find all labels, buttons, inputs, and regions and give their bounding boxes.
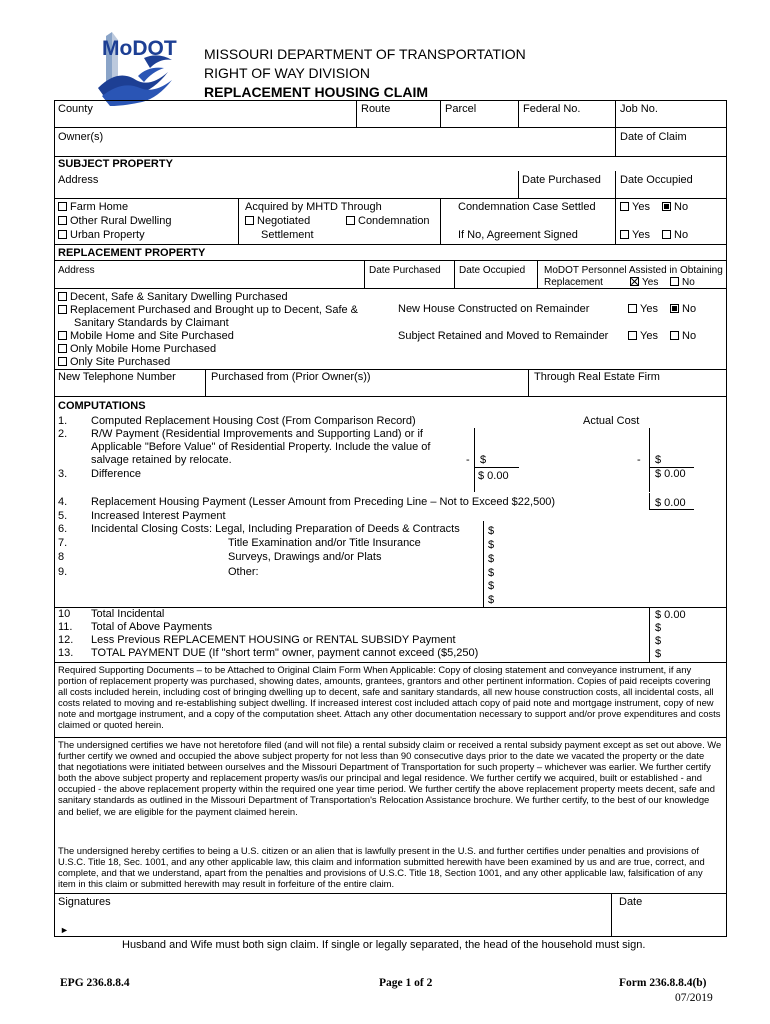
no-label: No xyxy=(682,277,695,288)
computation-line-text: Applicable "Before Value" of Residential Property. Include the value of xyxy=(91,441,431,453)
actual-line2-dollar: $ xyxy=(655,454,662,466)
opt-site-only-checkbox[interactable] xyxy=(58,356,170,369)
opt-decent-checkbox[interactable] xyxy=(58,291,288,304)
agreement-yes[interactable] xyxy=(620,229,650,242)
replacement-heading: REPLACEMENT PROPERTY xyxy=(58,247,206,259)
line11-dollar: $ xyxy=(655,622,662,634)
replacement-date-occupied: Date Occupied xyxy=(459,265,526,276)
header-line1: MISSOURI DEPARTMENT OF TRANSPORTATION xyxy=(204,46,526,62)
computation-line-number: 9. xyxy=(58,566,68,578)
footer-page: Page 1 of 2 xyxy=(379,977,433,989)
county-label: County xyxy=(58,103,93,115)
line6-dollar: $ xyxy=(488,525,495,537)
urban-checkbox[interactable] xyxy=(58,229,145,242)
citizenship-text: The undersigned hereby certifies to being a U.S. citizen or an alien that is lawfully present in the U.S. and further certifies under penalties and provisions of U.S.C. Title 18, Sec. 1001, and any other applicable law, this claim and information submitted herewith have been examined by us and are true, correct, and complete, and that we understand, apart from the penalties and provisions of U.S.C. Title 18, Section 1001, and any other applicable law, falsification of any item in this claim or submitted herewith may result in forfeiture of the entire claim. xyxy=(58,845,705,890)
computation-line-number: 6. xyxy=(58,523,68,535)
supporting-documents-text: Required Supporting Documents – to be Attached to Original Claim Form When Applicable: Copy of closing statement and conveyance instrument, if any portion of replacement property was purchased, showing dates, amounts, grantees, grantors and other pertinent information. Copies of paid receipts covering all costs included herein, including cost of bringing dwelling up to decent, safe and sanitary standards, all new house construction costs, all incidental costs, all costs related to moving and re-establishing subject dwelling. If increased interest cost included attach copy of paid note and mortgage instrument, copy of new note and mortgage instrument, and a copy of the computation sheet. Attach any other documentation necessary to support and/or prove expenditures and costs claimed or quoted herein. xyxy=(58,664,721,731)
computation-line-text: Total Incidental xyxy=(91,608,165,620)
sign-note: Husband and Wife must both sign claim. If single or legally separated, the head of the household must sign. xyxy=(122,939,646,951)
new-house-no[interactable] xyxy=(670,303,696,316)
line13-dollar: $ xyxy=(655,648,662,660)
signature-arrow-icon: ► xyxy=(60,925,69,935)
signature-field[interactable] xyxy=(70,905,608,935)
line10-value: $ 0.00 xyxy=(655,609,686,621)
computation-line-text: R/W Payment (Residential Improvements and Supporting Land) or if xyxy=(91,428,423,440)
replacement-date-purchased: Date Purchased xyxy=(369,265,441,276)
date-field[interactable] xyxy=(614,910,724,935)
opt-mobile-site-label: Mobile Home and Site Purchased xyxy=(70,330,234,342)
computation-line-number: 3. xyxy=(58,468,68,480)
new-house-yes[interactable] xyxy=(628,303,658,316)
line8-dollar: $ xyxy=(488,553,495,565)
subject-heading: SUBJECT PROPERTY xyxy=(58,158,173,170)
yes-label: Yes xyxy=(640,330,658,342)
route-label: Route xyxy=(361,103,391,115)
line9-dollar-c: $ xyxy=(488,594,495,606)
new-phone-label: New Telephone Number xyxy=(58,371,176,383)
opt-brought-up-label-2: Sanitary Standards by Claimant xyxy=(74,317,229,329)
other-rural-label: Other Rural Dwelling xyxy=(70,215,172,227)
computation-line-text: Computed Replacement Housing Cost (From Comparison Record) xyxy=(91,415,416,427)
no-label: No xyxy=(674,201,689,213)
negotiated-label: Negotiated xyxy=(257,215,311,227)
header-line2: RIGHT OF WAY DIVISION xyxy=(204,65,370,81)
replacement-address-label: Address xyxy=(58,265,95,276)
condemnation-checkbox[interactable] xyxy=(346,215,430,228)
footer-epg: EPG 236.8.8.4 xyxy=(60,977,130,989)
yes-label: Yes xyxy=(640,303,658,315)
line4-value: $ 0.00 xyxy=(655,497,686,509)
assisted-label-2: Replacement xyxy=(544,277,603,288)
computation-line-number: 5. xyxy=(58,510,68,522)
line12-dollar: $ xyxy=(655,635,662,647)
urban-label: Urban Property xyxy=(70,229,145,241)
condemnation-label: Condemnation xyxy=(358,215,430,227)
opt-mobile-site-checkbox[interactable] xyxy=(58,330,234,343)
settlement-label: Settlement xyxy=(261,229,314,241)
no-label: No xyxy=(682,330,697,342)
federal-no-label: Federal No. xyxy=(523,103,581,115)
case-settled-yes[interactable] xyxy=(620,201,650,214)
line9-dollar-b: $ xyxy=(488,580,495,592)
computation-line-text: Difference xyxy=(91,468,141,480)
computations-heading: COMPUTATIONS xyxy=(58,400,146,412)
negotiated-checkbox[interactable] xyxy=(245,215,310,228)
subject-date-purchased: Date Purchased xyxy=(522,174,601,186)
line2-dash: - xyxy=(466,454,470,466)
opt-mobile-only-checkbox[interactable] xyxy=(58,343,216,356)
line2-dollar: $ xyxy=(480,454,487,466)
computation-line-text: Replacement Housing Payment (Lesser Amount from Preceding Line – Not to Exceed $22,500) xyxy=(91,496,556,508)
no-label: No xyxy=(682,303,697,315)
subject-retained-label: Subject Retained and Moved to Remainder xyxy=(398,330,609,342)
subject-retained-yes[interactable] xyxy=(628,330,658,343)
computation-line-number: 12. xyxy=(58,634,74,646)
footer-form: Form 236.8.8.4(b) xyxy=(619,977,707,989)
computation-line-number: 1. xyxy=(58,415,68,427)
purchased-from-label: Purchased from (Prior Owner(s)) xyxy=(211,371,371,383)
line3-value: $ 0.00 xyxy=(478,470,509,482)
assisted-label-1: MoDOT Personnel Assisted in Obtaining xyxy=(544,265,723,276)
opt-brought-up-label: Replacement Purchased and Brought up to Decent, Safe & xyxy=(70,304,359,316)
certification-text: The undersigned certifies we have not heretofore filed (and will not file) a rental subsidy claim or received a rental subsidy payment except as set out above. We further certify we owned and occupied the above subject property for not less than 90 consecutive days prior to the date we vacated the property or the date that negotiations were initiated between ourselves and the Missouri Department of Transportation for such property – whichever was earlier. We further certify both the above subject property and replacement property was/is our principal and legal residence. We further certify we acquired, built or established - and occupied - the above replacement property within the required one year time period. We further certify the above replacement property meets decent, safe and sanitary standards as outlined in the Missouri Department of Transportation's Relocation Assistance brochure. We further certify, to the best of our knowledge and belief, we are eligible for the payment claimed herein. xyxy=(58,739,722,817)
computation-line-text: Total of Above Payments xyxy=(91,621,213,633)
logo-text: MoDOT xyxy=(102,37,177,60)
date-label: Date xyxy=(619,896,643,908)
opt-decent-label: Decent, Safe & Sanitary Dwelling Purchased xyxy=(70,291,288,303)
page-title: REPLACEMENT HOUSING CLAIM xyxy=(204,84,428,100)
computation-line-number: 13. xyxy=(58,647,74,659)
subject-address-label: Address xyxy=(58,174,99,186)
computation-line-text: Other: xyxy=(228,566,259,578)
yes-label: Yes xyxy=(632,229,650,241)
subject-date-occupied: Date Occupied xyxy=(620,174,693,186)
computation-line-text: salvage retained by relocate. xyxy=(91,454,232,466)
computation-line-text: Surveys, Drawings and/or Plats xyxy=(228,551,382,563)
actual-cost-label: Actual Cost xyxy=(583,415,640,427)
computation-line-text: Less Previous REPLACEMENT HOUSING or RENTAL SUBSIDY Payment xyxy=(91,634,456,646)
opt-brought-up-checkbox[interactable] xyxy=(58,304,358,317)
agreement-signed-label: If No, Agreement Signed xyxy=(458,229,578,241)
agreement-no[interactable] xyxy=(662,229,688,242)
yes-label: Yes xyxy=(632,201,650,213)
computation-line-number: 2. xyxy=(58,428,68,440)
job-no-label: Job No. xyxy=(620,103,658,115)
actual-line2-dash: - xyxy=(637,454,641,466)
computation-line-text: Title Examination and/or Title Insurance xyxy=(228,537,421,549)
footer-rev: 07/2019 xyxy=(675,992,713,1004)
computation-line-number: 4. xyxy=(58,496,68,508)
computation-line-text: TOTAL PAYMENT DUE (If "short term" owner, payment cannot exceed ($5,250) xyxy=(91,647,479,659)
line9-dollar-a: $ xyxy=(488,567,495,579)
new-house-label: New House Constructed on Remainder xyxy=(398,303,590,315)
farm-home-label: Farm Home xyxy=(70,201,129,213)
computation-line-text: Increased Interest Payment xyxy=(91,510,226,522)
case-settled-no[interactable] xyxy=(662,201,688,214)
farm-home-checkbox[interactable] xyxy=(58,201,128,214)
line7-dollar: $ xyxy=(488,539,495,551)
actual-line3-value: $ 0.00 xyxy=(655,468,686,480)
yes-label: Yes xyxy=(642,277,659,288)
no-label: No xyxy=(674,229,689,241)
computation-line-number: 11. xyxy=(58,621,73,633)
real-estate-firm-label: Through Real Estate Firm xyxy=(534,371,660,383)
computation-line-text: Incidental Closing Costs: Legal, Including Preparation of Deeds & Contracts xyxy=(91,523,460,535)
subject-retained-no[interactable] xyxy=(670,330,696,343)
signatures-label: Signatures xyxy=(58,896,111,908)
acquired-label: Acquired by MHTD Through xyxy=(245,201,382,213)
other-rural-checkbox[interactable] xyxy=(58,215,171,228)
date-of-claim-label: Date of Claim xyxy=(620,131,687,143)
parcel-label: Parcel xyxy=(445,103,477,115)
computation-line-number: 7. xyxy=(58,537,68,549)
computation-line-number: 8 xyxy=(58,551,65,563)
computation-line-number: 10 xyxy=(58,608,71,620)
opt-mobile-only-label: Only Mobile Home Purchased xyxy=(70,343,217,355)
owners-label: Owner(s) xyxy=(58,131,104,143)
opt-site-only-label: Only Site Purchased xyxy=(70,356,171,368)
case-settled-label: Condemnation Case Settled xyxy=(458,201,596,213)
